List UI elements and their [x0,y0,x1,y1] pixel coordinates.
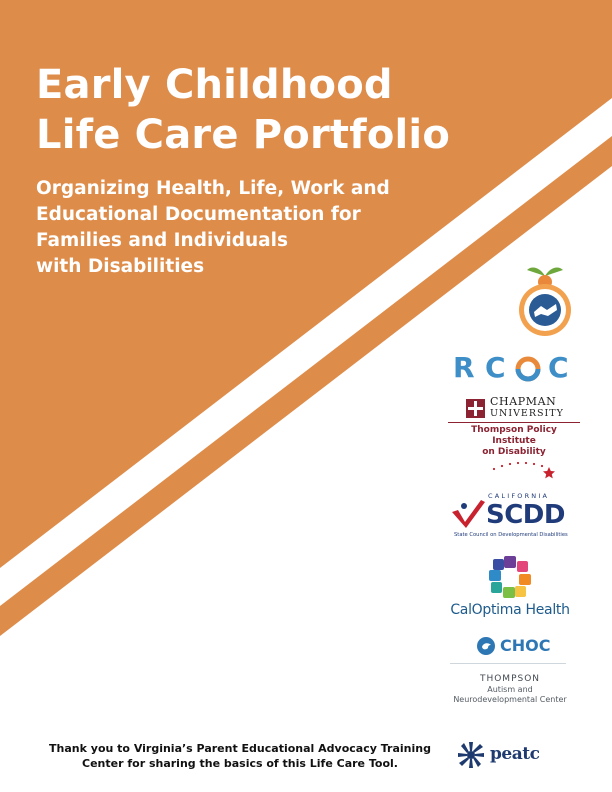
rcoc-letter-c: C [485,351,506,384]
thompson-sub-line-2: Neurodevelopmental Center [453,695,567,704]
caloptima-logo [446,555,574,621]
people-star-icon [456,740,486,770]
rcoc-logo [453,352,577,384]
scdd-state: CALIFORNIA [488,492,550,500]
thompson-sub-line-1: Autism and [487,685,533,694]
choc-name: CHOC [500,636,551,655]
chapman-name: CHAPMAN [490,395,557,408]
scdd-logo [448,458,572,544]
cover-subtitle-line-3: Families and Individuals [36,230,288,251]
rcoc-letter-r: R [453,351,475,384]
cover-title [36,60,450,160]
thompson-name: THOMPSON [479,674,541,684]
flower-tiles-icon [488,555,532,599]
cover-subtitle-line-1: Organizing Health, Life, Work and [36,178,390,199]
acknowledgement-line-2: Center for sharing the basics of this Life Care Tool. [82,757,398,770]
choc-logo [476,634,556,662]
chapman-institute-line-1: Thompson Policy Institute [471,425,557,446]
chapman-institute [448,425,580,458]
check-star-icon [450,498,486,530]
cover-title-line-1: Early Childhood [36,62,393,108]
seal-logo [517,262,573,338]
acknowledgement-line-1: Thank you to Virginia’s Parent Educational Advocacy Training [49,742,431,755]
scdd-full-name: State Council on Developmental Disabilities [454,532,568,538]
chapman-logo [448,395,580,457]
chapman-institute-line-2: on Disability [482,447,546,457]
choc-whale-icon [476,636,496,656]
cover-title-line-2: Life Care Portfolio [36,112,451,158]
handshake-seal-icon [517,262,573,338]
rcoc-ring-icon [515,356,541,382]
chapman-divider [448,422,580,423]
scdd-abbreviation: SCDD [486,500,565,530]
cover-subtitle-line-2: Educational Documentation for [36,204,361,225]
peatc-name: peatc [490,744,540,764]
cover-subtitle-line-4: with Disabilities [36,256,205,277]
acknowledgement-text [30,741,450,771]
logo-divider [450,663,566,664]
peatc-logo [456,740,556,770]
chapman-university: UNIVERSITY [490,408,564,419]
cover-subtitle [36,176,390,280]
caloptima-name: CalOptima Health [450,602,570,618]
thompson-logo [440,674,580,710]
chapman-shield-icon [466,399,485,418]
rcoc-letter-c-2: C [548,351,569,384]
